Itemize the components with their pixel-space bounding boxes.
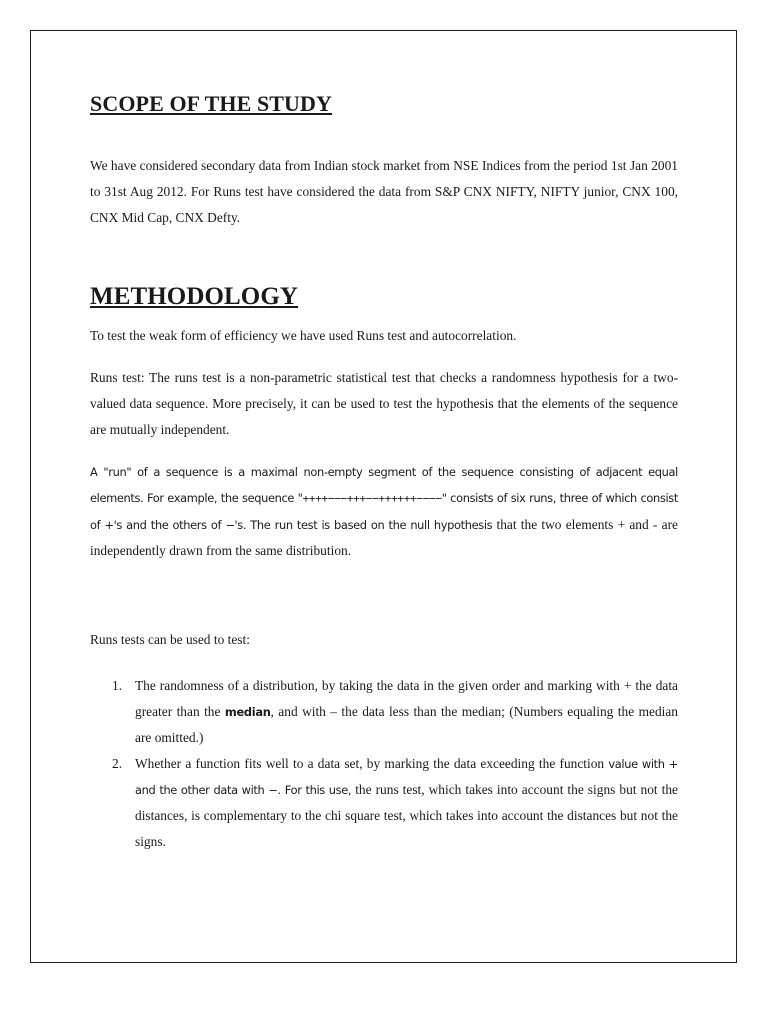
run-definition-paragraph: [90, 459, 678, 564]
median-term: median: [224, 705, 271, 719]
list-item: [90, 751, 678, 855]
runs-test-paragraph: Runs test: The runs test is a non-parametric statistical test that checks a randomness hypothesis for a two-valued data sequence. More precisely, it can be used to test the hypothesis that the elements of the sequence are mutually independent.: [90, 370, 678, 437]
uses-list: [90, 673, 678, 855]
run-sequence: ++++−−−+++−−++++++−−−−: [302, 492, 442, 505]
list-item: [90, 673, 678, 751]
list-number: 1.: [112, 678, 123, 693]
list-text: Whether a function fits well to a data set, by marking the data exceeding the function: [135, 756, 609, 771]
document-content: [90, 90, 678, 855]
scope-heading: SCOPE OF THE STUDY: [90, 91, 333, 116]
run-definition-text-3: that the two elements + and - are independently drawn from the same distribution.: [90, 517, 678, 558]
run-definition-text-2: " consists of six runs, three of which consist of +'s and the others of −'s. The run test is based on the null hypothesis: [90, 491, 679, 532]
list-text: the runs test, which takes into account the signs but not the distances, is complementary to the chi square test, which takes into account the distances but not the signs.: [135, 782, 678, 849]
list-text-sans: value with + and the other data with −. For this use,: [135, 757, 678, 797]
list-number: 2.: [112, 756, 123, 771]
methodology-heading: METHODOLOGY: [90, 283, 299, 310]
scope-paragraph: We have considered secondary data from Indian stock market from NSE Indices from the period 1st Jan 2001 to 31st Aug 2012. For Runs test have considered the data from S&P CNX NIFTY, NIFTY junior, CNX 100, CNX Mid Cap, CNX Defty.: [90, 158, 678, 225]
list-text: , and with – the data less than the median; (Numbers equaling the median are omitted.): [135, 704, 679, 745]
run-definition-text-1: A "run" of a sequence is a maximal non-empty segment of the sequence consisting of adjacent equal elements. For example, the sequence ": [90, 465, 678, 505]
methodology-intro: To test the weak form of efficiency we have used Runs test and autocorrelation.: [90, 328, 517, 343]
list-text: The randomness of a distribution, by taking the data in the given order and marking with + the data greater than the: [135, 678, 678, 719]
uses-intro: Runs tests can be used to test:: [90, 632, 250, 647]
